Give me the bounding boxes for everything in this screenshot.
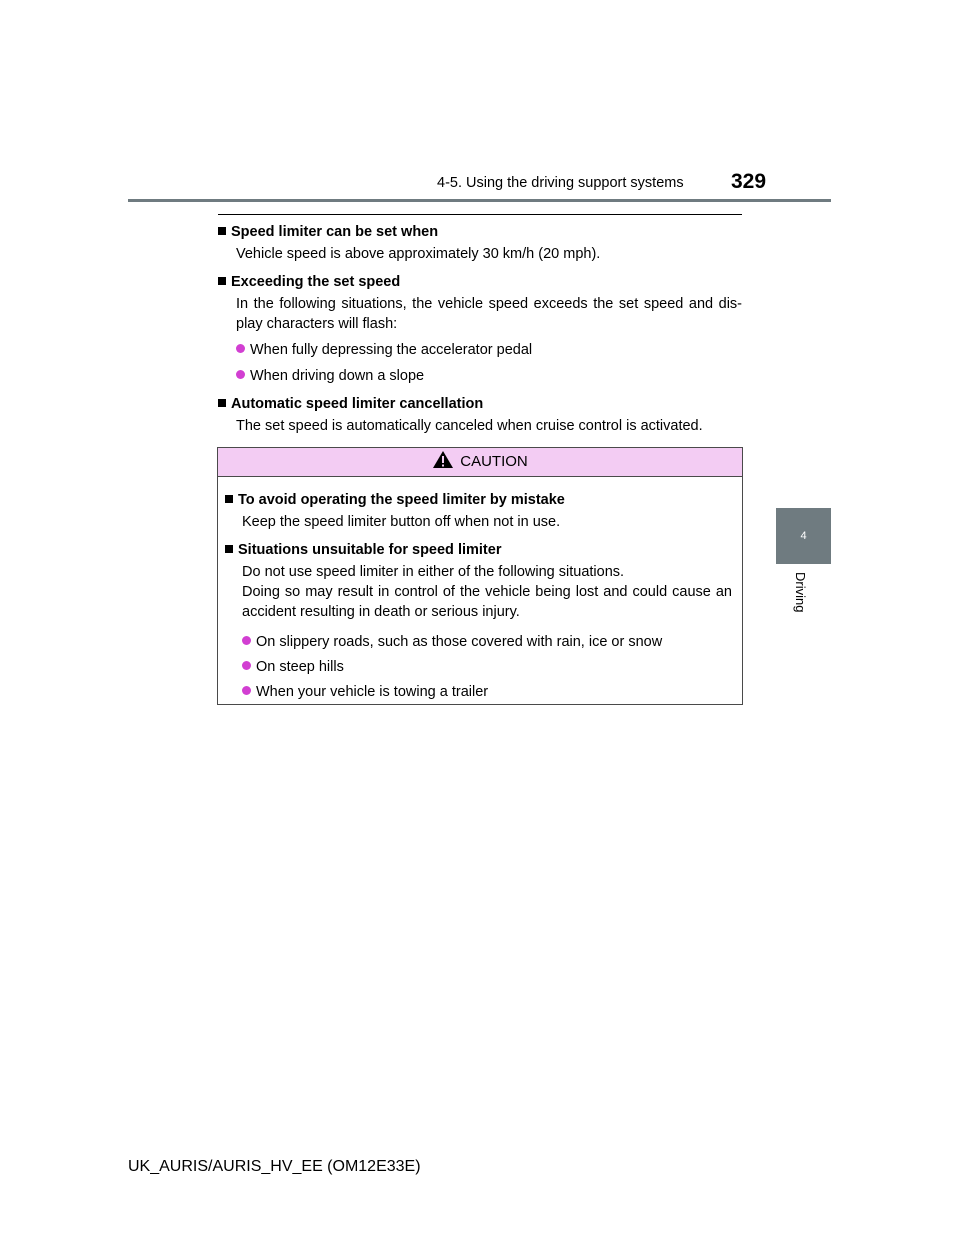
list-item: On slippery roads, such as those covered with rain, ice or snow [242,632,732,652]
chapter-tab [776,508,831,564]
caution-item-body: Keep the speed limiter button off when not in use. [242,514,561,530]
caution-body [218,477,742,702]
page-number: 329 [731,170,767,193]
circle-bullet-icon [242,661,251,670]
circle-bullet-icon [242,636,251,645]
section-heading: Speed limiter can be set when [218,222,742,242]
circle-bullet-icon [236,370,245,379]
caution-item-heading: Situations unsuitable for speed limiter [225,540,732,560]
caution-item-heading: To avoid operating the speed limiter by mistake [225,490,732,510]
chapter-number: 4 [800,530,807,542]
square-bullet-icon [225,545,233,553]
square-bullet-icon [218,399,226,407]
section-body: In the following situations, the vehicle speed exceeds the set speed and dis-play characters will flash: [236,296,742,332]
section-title: 4-5. Using the driving support systems [437,175,684,191]
caution-title: CAUTION [460,453,528,470]
section-body: The set speed is automatically canceled when cruise control is activated. [236,418,703,434]
square-bullet-icon [225,495,233,503]
chapter-label: Driving [793,572,808,613]
list-item: When driving down a slope [236,366,742,386]
list-item: When your vehicle is towing a trailer [242,682,732,702]
section-automatic-cancellation [218,394,742,436]
list-item: When fully depressing the accelerator pedal [236,340,742,360]
circle-bullet-icon [236,344,245,353]
section-heading: Exceeding the set speed [218,272,742,292]
list-item: On steep hills [242,657,732,677]
caution-item-body: Do not use speed limiter in either of the following situations. [242,564,625,580]
content-rule [218,214,742,215]
square-bullet-icon [218,277,226,285]
section-heading: Automatic speed limiter cancellation [218,394,742,414]
section-body: Vehicle speed is above approximately 30 km/h (20 mph). [236,246,601,262]
header-rule [128,199,831,202]
caution-item-body: Doing so may result in control of the vehicle being lost and could cause an accident resulting in death or serious injury. [242,584,732,620]
square-bullet-icon [218,227,226,235]
caution-header [218,448,742,477]
section-speed-limiter-set [218,222,742,264]
section-exceeding-set-speed [218,272,742,386]
document-footer: UK_AURIS/AURIS_HV_EE (OM12E33E) [128,1158,421,1175]
circle-bullet-icon [242,686,251,695]
main-content [218,214,742,436]
caution-box [217,447,743,705]
warning-triangle-icon [432,450,454,479]
